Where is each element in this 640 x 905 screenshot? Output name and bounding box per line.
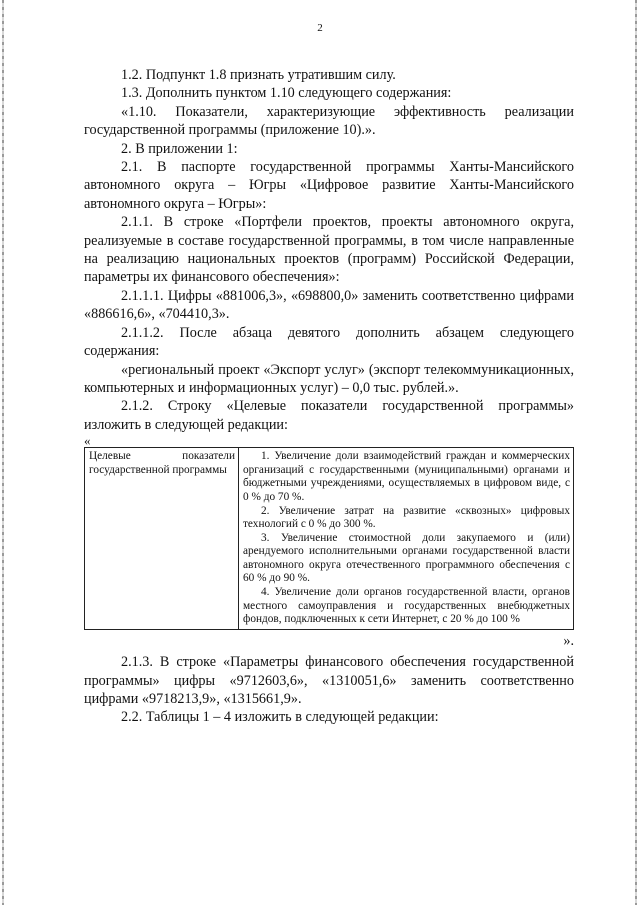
paragraph-2-2: 2.2. Таблицы 1 – 4 изложить в следующей редакции: [121,709,439,726]
paragraph-2-1-3: 2.1.3. В строке «Параметры финансового обеспечения государственной программы» цифры «9712603,6», «1310051,6» заменить соответственно цифрами «9718213,9», «1315661,9». [84,654,574,708]
indicator-item-1: 1. Увеличение доли взаимодействий граждан и коммерческих организаций с государственными (муниципальными) органами и бюджетными учреждениями, осуществляемых в цифровом виде, с 0 % до 70 %. [243,450,570,503]
paragraph-2-1-1: 2.1.1. В строке «Портфели проектов, проекты автономного округа, реализуемые в составе государственной программы, в том числе направленные на реализацию национальных проектов (программ) Российской Федерации, параметры их финансового обеспечения»: [84,214,574,286]
scan-edge-left [2,0,4,905]
table-row-label: Целевые показатели государственной программы [89,450,235,476]
paragraph-2-1-2: 2.1.2. Строку «Целевые показатели государственной программы» изложить в следующей редакции: [84,398,574,433]
paragraph-2-1-1-2: 2.1.1.2. После абзаца девятого дополнить абзацем следующего содержания: [84,324,574,360]
table-close-quote: ». [563,632,574,649]
paragraph-2: 2. В приложении 1: [121,140,238,157]
table-items-cell [239,448,574,630]
document-body [84,66,574,727]
paragraph-1-10-quote: «1.10. Показатели, характеризующие эффективность реализации государственной программы (приложение 10).». [84,103,574,139]
indicator-item-2: 2. Увеличение затрат на развитие «сквозных» цифровых технологий с 0 % до 300 %. [243,504,570,531]
target-indicators-table [84,447,574,630]
paragraph-2-1-1-1: 2.1.1.1. Цифры «881006,3», «698800,0» заменить соответственно цифрами «886616,6», «704410,3». [84,287,574,323]
table-open-quote: « [84,433,91,449]
table-row [85,448,574,630]
paragraph-1-3: 1.3. Дополнить пунктом 1.10 следующего содержания: [121,85,452,102]
indicator-item-4: 4. Увеличение доли органов государственной власти, органов местного самоуправления и государственных внебюджетных фондов, подключенных к сети Интернет, с 20 % до 100 % [243,586,570,626]
paragraph-regional-project-quote: «региональный проект «Экспорт услуг» (экспорт телекоммуникационных, компьютерных и информационных услуг) – 0,0 тыс. рублей.». [84,361,574,396]
indicator-item-3: 3. Увеличение стоимостной доли закупаемого и (или) арендуемого исполнительными органами государственной власти автономного округа отечественного программного обеспечения с 60 % до 90 %. [243,531,570,585]
table-label-cell [85,448,239,630]
paragraph-1-2: 1.2. Подпункт 1.8 признать утратившим силу. [121,67,396,83]
scan-edge-right [635,0,637,905]
paragraph-2-1: 2.1. В паспорте государственной программы Ханты-Мансийского автономного округа – Югры «Цифровое развитие Ханты-Мансийского автономного округа – Югры»: [84,159,574,212]
page-number: 2 [317,22,323,34]
